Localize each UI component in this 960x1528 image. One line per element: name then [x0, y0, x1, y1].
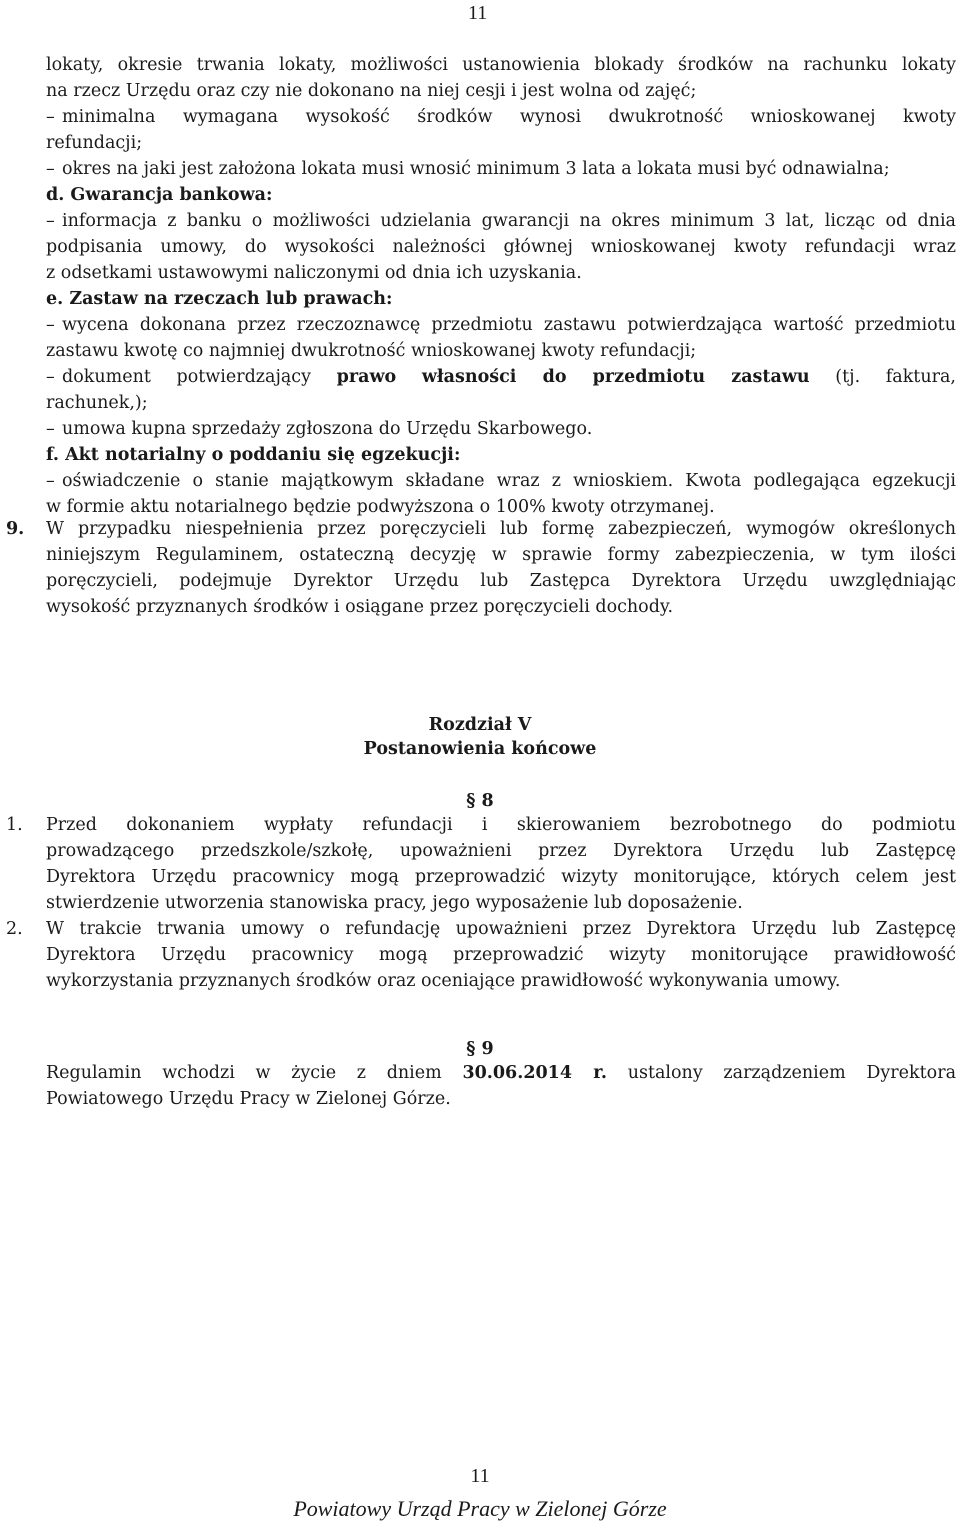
page-number-top: 11	[468, 2, 488, 24]
text-line: Regulamin wchodzi w życie z dniem 30.06.2014 r. ustalony zarządzeniem Dyrektora	[46, 1063, 957, 1083]
text-line: wykorzystania przyznanych środków oraz oceniające prawidłowość wykonywania umowy.	[46, 971, 841, 991]
list-item: – informacja z banku o możliwości udzielania gwarancji na okres minimum 3 lat, licząc od dnia	[46, 208, 956, 234]
text-line: Dyrektora Urzędu pracownicy mogą przeprowadzić wizyty monitorujące, których celem jest	[46, 867, 956, 887]
footer-institution: Powiatowy Urząd Pracy w Zielonej Górze	[293, 1496, 667, 1521]
text-line: Przed dokonaniem wypłaty refundacji i skierowaniem bezrobotnego do podmiotu	[46, 815, 956, 835]
text-line: poręczycieli, podejmuje Dyrektor Urzędu lub Zastępca Dyrektora Urzędu uwzględniając	[46, 571, 956, 591]
text-line: niniejszym Regulaminem, ostateczną decyzję w sprawie formy zabezpieczenia, w tym ilości	[46, 545, 956, 565]
item-number-2: 2.	[6, 919, 23, 939]
section-heading-e: e. Zastaw na rzeczach lub prawach:	[46, 289, 393, 309]
text-line: wysokość przyznanych środków i osiągane przez poręczycieli dochody.	[46, 597, 674, 617]
list-item: – umowa kupna sprzedaży zgłoszona do Urzędu Skarbowego.	[46, 416, 956, 442]
text-line: rachunek,);	[46, 393, 148, 413]
list-item: – dokument potwierdzający prawo własności do przedmiotu zastawu (tj. faktura,	[46, 364, 956, 390]
text-line: zastawu kwotę co najmniej dwukrotność wnioskowanej kwoty refundacji;	[46, 341, 697, 361]
section-sign: §	[466, 1039, 476, 1059]
list-item: – wycena dokonana przez rzeczoznawcę przedmiotu zastawu potwierdzająca wartość przedmiotu	[46, 312, 956, 338]
text-line: na rzecz Urzędu oraz czy nie dokonano na niej cesji i jest wolna od zajęć;	[46, 81, 697, 101]
list-item: – minimalna wymagana wysokość środków wynosi dwukrotność wnioskowanej kwoty	[46, 104, 956, 130]
text-line: w formie aktu notarialnego będzie podwyższona o 100% kwoty otrzymanej.	[46, 497, 715, 517]
text-line: Dyrektora Urzędu pracownicy mogą przeprowadzić wizyty monitorujące prawidłowość	[46, 945, 956, 965]
text-line: podpisania umowy, do wysokości należności głównej wnioskowanej kwoty refundacji wraz	[46, 237, 956, 257]
item-number-9: 9.	[6, 519, 25, 539]
text-line: lokaty, okresie trwania lokaty, możliwości ustanowienia blokady środków na rachunku lokaty	[46, 55, 956, 75]
list-item: – oświadczenie o stanie majątkowym składane wraz z wnioskiem. Kwota podlegająca egzekucji	[46, 468, 956, 494]
effective-date: 30.06.2014 r.	[462, 1063, 607, 1083]
section-heading-d: d. Gwarancja bankowa:	[46, 185, 273, 205]
section-sign: §	[466, 791, 476, 811]
text-line: refundacji;	[46, 133, 143, 153]
footer-page-number: 11	[470, 1465, 490, 1487]
chapter-subtitle: Postanowienia końcowe	[363, 739, 597, 759]
list-item: – okres na jaki jest założona lokata musi wnosić minimum 3 lata a lokata musi być odnawialna;	[46, 156, 956, 182]
dash-bullet: –	[46, 419, 55, 439]
dash-bullet: –	[46, 107, 55, 127]
section-9-heading: § 9	[466, 1039, 494, 1059]
dash-bullet: –	[46, 367, 55, 387]
text-line: W trakcie trwania umowy o refundację upoważnieni przez Dyrektora Urzędu lub Zastępcę	[46, 919, 956, 939]
dash-bullet: –	[46, 211, 55, 231]
dash-bullet: –	[46, 159, 55, 179]
text-line: prowadzącego przedszkole/szkołę, upoważnieni przez Dyrektora Urzędu lub Zastępcę	[46, 841, 956, 861]
text-line: W przypadku niespełnienia przez poręczycieli lub formę zabezpieczeń, wymogów określonych	[46, 519, 956, 539]
section-8-heading: § 8	[466, 791, 494, 811]
chapter-title: Rozdział V	[428, 715, 532, 735]
dash-bullet: –	[46, 471, 55, 491]
text-line: stwierdzenie utworzenia stanowiska pracy, jego wyposażenie lub doposażenie.	[46, 893, 743, 913]
item-number-1: 1.	[6, 815, 23, 835]
text-line: Powiatowego Urzędu Pracy w Zielonej Górze.	[46, 1089, 451, 1109]
text-line: z odsetkami ustawowymi naliczonymi od dnia ich uzyskania.	[46, 263, 582, 283]
section-heading-f: f. Akt notarialny o poddaniu się egzekucji:	[46, 445, 461, 465]
dash-bullet: –	[46, 315, 55, 335]
